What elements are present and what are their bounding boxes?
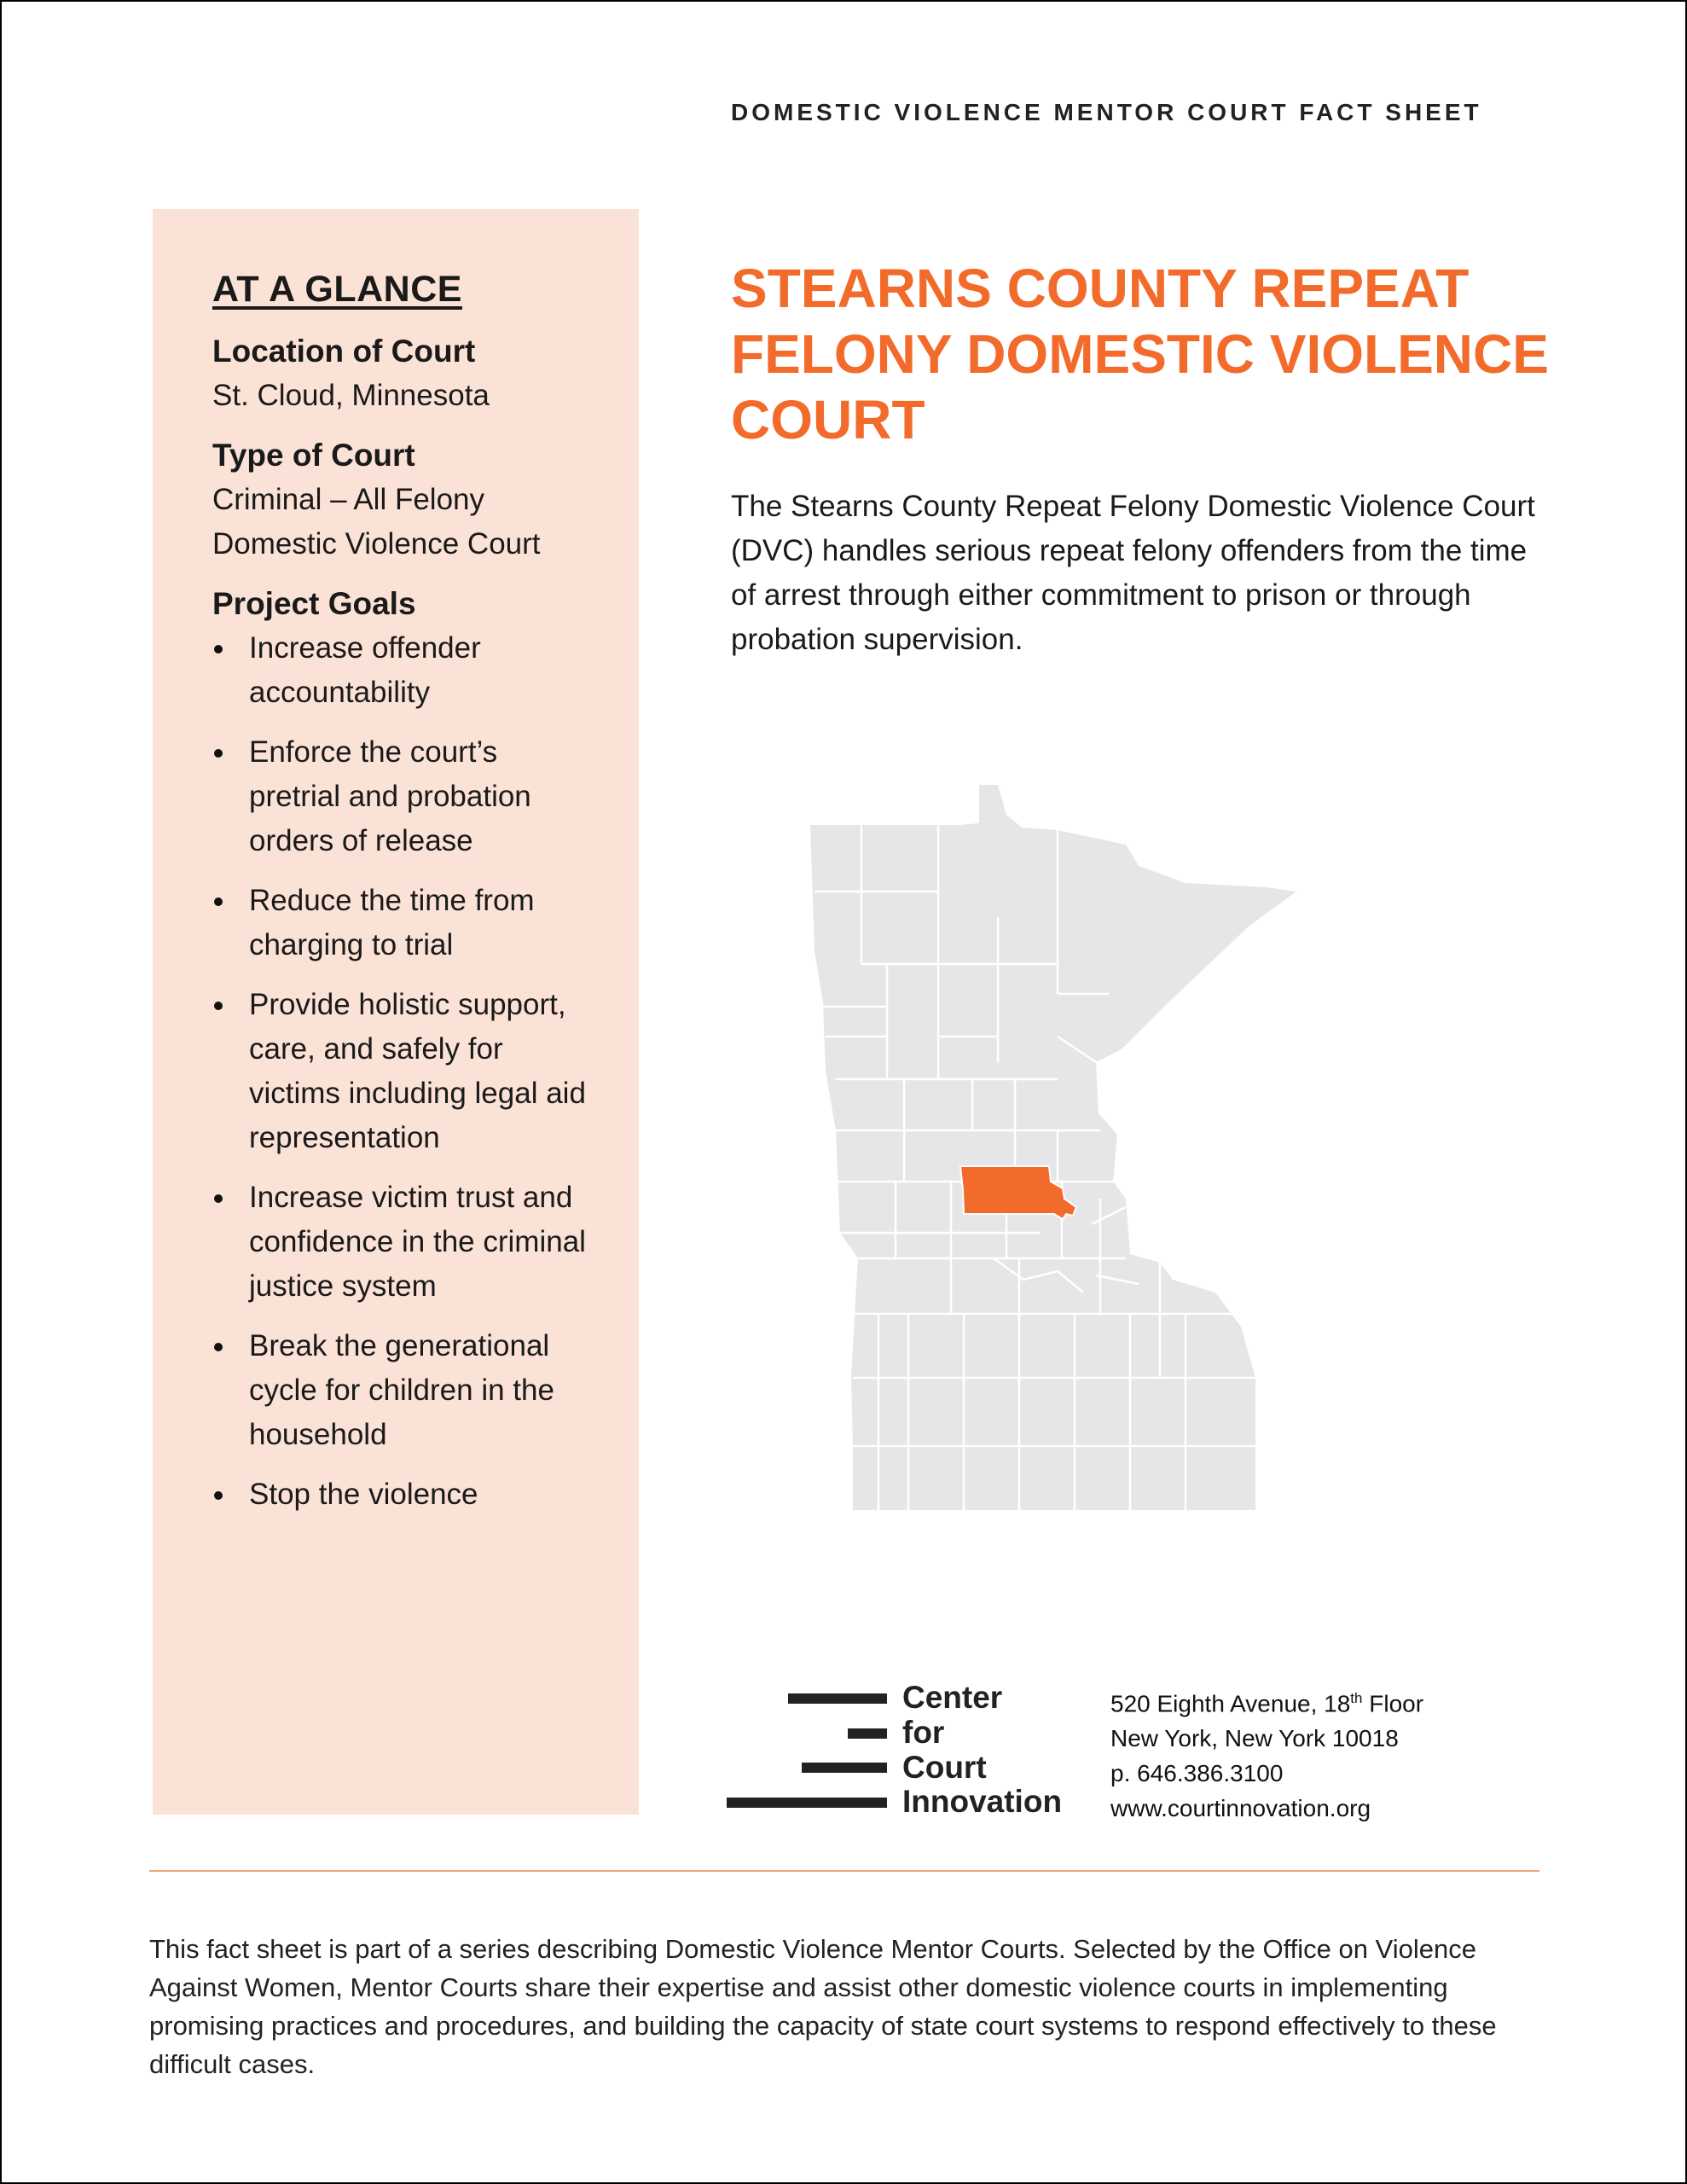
address-block bbox=[1110, 1681, 1423, 1826]
logo-bar bbox=[848, 1728, 887, 1739]
goal-item: Provide holistic support, care, and safely for victims including legal aid representation bbox=[212, 983, 590, 1160]
goal-item: Stop the violence bbox=[212, 1472, 590, 1517]
center-for-court-innovation-logo bbox=[725, 1676, 1083, 1826]
header-label: DOMESTIC VIOLENCE MENTOR COURT FACT SHEET bbox=[731, 99, 1482, 125]
street-address-text: 520 Eighth Avenue, 18 bbox=[1110, 1690, 1351, 1717]
goal-item: Reduce the time from charging to trial bbox=[212, 879, 590, 967]
type-heading: Type of Court bbox=[212, 438, 415, 473]
minnesota-state-shape bbox=[810, 785, 1296, 1510]
floor-text: Floor bbox=[1362, 1690, 1424, 1717]
website-link[interactable]: www.courtinnovation.org bbox=[1110, 1795, 1371, 1822]
logo-bar bbox=[802, 1763, 887, 1773]
footer-divider bbox=[149, 1870, 1539, 1872]
type-value: Criminal – All Felony Domestic Violence Court bbox=[212, 483, 541, 561]
goals-heading: Project Goals bbox=[212, 586, 416, 621]
goal-item: Increase offender accountability bbox=[212, 626, 590, 715]
logo-text-line: for bbox=[902, 1715, 945, 1750]
goal-item: Increase victim trust and confidence in the criminal justice system bbox=[212, 1176, 590, 1309]
glance-title: AT A GLANCE bbox=[212, 269, 462, 310]
location-value: St. Cloud, Minnesota bbox=[212, 379, 490, 412]
minnesota-map-svg bbox=[802, 781, 1330, 1514]
goals-list bbox=[212, 626, 622, 1517]
street-address bbox=[1110, 1681, 1423, 1721]
court-title: STEARNS COUNTY REPEAT FELONY DOMESTIC VIOLENCE COURT bbox=[731, 258, 1549, 450]
logo-bar bbox=[727, 1798, 887, 1808]
city-state-zip: New York, New York 10018 bbox=[1110, 1725, 1399, 1752]
logo-text-line: Innovation bbox=[902, 1784, 1063, 1819]
at-a-glance-sidebar bbox=[153, 209, 639, 1815]
intro-paragraph: The Stearns County Repeat Felony Domestic Violence Court (DVC) handles serious repeat felony offenders from the time of arrest through either commitment to prison or through probation supervision. bbox=[731, 490, 1535, 656]
goal-item: Enforce the court’s pretrial and probation orders of release bbox=[212, 730, 590, 863]
logo-text-line: Court bbox=[902, 1750, 987, 1785]
minnesota-map bbox=[802, 781, 1330, 1514]
phone-number: p. 646.386.3100 bbox=[1110, 1760, 1284, 1787]
goal-item: Break the generational cycle for children in the household bbox=[212, 1324, 590, 1457]
footer-description: This fact sheet is part of a series describing Domestic Violence Mentor Courts. Selected by the Office on Violence Against Women, Mentor Courts share their expertise and assist other domestic violence courts in implementing promising practices and procedures, and building the capacity of state court systems to respond effectively to these difficult cases. bbox=[149, 1934, 1497, 2079]
logo-bar bbox=[788, 1693, 887, 1704]
location-heading: Location of Court bbox=[212, 334, 476, 369]
logo-text-line: Center bbox=[902, 1680, 1003, 1715]
floor-ordinal: th bbox=[1350, 1690, 1363, 1706]
